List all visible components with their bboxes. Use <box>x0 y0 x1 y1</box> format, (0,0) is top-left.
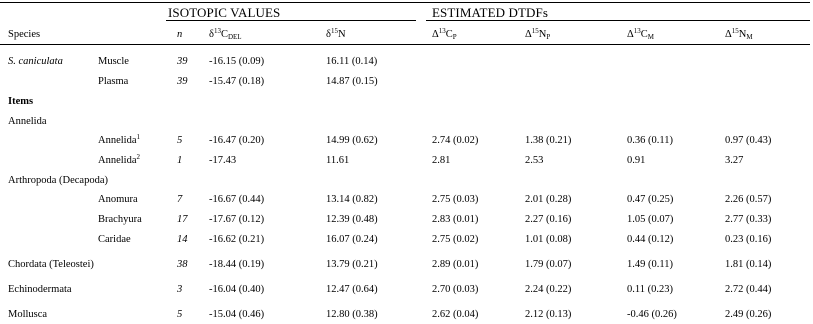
cell-d15n: 13.79 (0.21) <box>326 259 378 270</box>
col-header-D13CM: $\Delta^{13}C_M$ <box>627 27 655 41</box>
taxon-sub-label: Caridae <box>98 234 131 245</box>
cell-D15NM: 1.81 (0.14) <box>725 259 772 270</box>
cell-D15NM: 2.26 (0.57) <box>725 194 772 205</box>
cell-d13c: -16.04 (0.40) <box>209 284 265 295</box>
cell-d13c: -16.47 (0.20) <box>209 135 265 146</box>
cell-d13c: -18.44 (0.19) <box>209 259 265 270</box>
cell-D13CP: 2.83 (0.01) <box>432 214 479 225</box>
cell-D15NM: 2.77 (0.33) <box>725 214 772 225</box>
taxon-group-label: Chordata (Teleostei) <box>8 259 94 270</box>
cell-D13CM: 0.47 (0.25) <box>627 194 674 205</box>
col-header-n: n <box>177 29 183 40</box>
cell-d15n: 14.99 (0.62) <box>326 135 378 146</box>
col-header-d13c: $\delta^{13}C_{DEL}$ <box>209 27 242 41</box>
cell-n: 1 <box>177 155 183 166</box>
cell-d15n: 16.07 (0.24) <box>326 234 378 245</box>
cell-D15NP: 1.79 (0.07) <box>525 259 572 270</box>
cell-D13CM: 0.11 (0.23) <box>627 284 673 295</box>
dtdf-group-rule <box>426 20 810 21</box>
cell-D13CM: 1.05 (0.07) <box>627 214 674 225</box>
cell-n: 5 <box>177 309 183 320</box>
tissue-label: Plasma <box>98 76 129 87</box>
cell-d15n: 12.80 (0.38) <box>326 309 378 320</box>
cell-n: 39 <box>177 76 188 87</box>
cell-n: 38 <box>177 259 188 270</box>
cell-n: 5 <box>177 135 183 146</box>
cell-n: 14 <box>177 234 188 245</box>
col-header-species: Species <box>8 29 41 40</box>
cell-D15NP: 2.53 <box>525 155 544 166</box>
cell-d15n: 14.87 (0.15) <box>326 76 378 87</box>
header-rule <box>0 44 810 45</box>
cell-d13c: -17.43 <box>209 155 237 166</box>
cell-D13CM: 0.36 (0.11) <box>627 135 673 146</box>
cell-n: 7 <box>177 194 183 205</box>
taxon-group-label: Annelida <box>8 116 47 127</box>
isotopic-group-rule <box>166 20 416 21</box>
cell-d15n: 12.39 (0.48) <box>326 214 378 225</box>
cell-D13CP: 2.74 (0.02) <box>432 135 479 146</box>
cell-D13CM: -0.46 (0.26) <box>627 309 677 320</box>
cell-d13c: -15.47 (0.18) <box>209 76 265 87</box>
cell-D13CM: 0.44 (0.12) <box>627 234 674 245</box>
cell-D13CP: 2.75 (0.03) <box>432 194 479 205</box>
cell-d13c: -17.67 (0.12) <box>209 214 265 225</box>
cell-D15NM: 0.97 (0.43) <box>725 135 772 146</box>
top-rule <box>0 2 810 3</box>
col-header-D15NP: $\Delta^{15}N_P$ <box>525 27 551 41</box>
cell-d13c: -16.62 (0.21) <box>209 234 265 245</box>
col-header-D15NM: $\Delta^{15}N_M$ <box>725 27 753 41</box>
taxon-group-label: Echinodermata <box>8 284 72 295</box>
cell-n: 39 <box>177 56 188 67</box>
cell-D15NM: 2.49 (0.26) <box>725 309 772 320</box>
col-header-D13CP: $\Delta^{13}C_P$ <box>432 27 457 41</box>
cell-D13CP: 2.89 (0.01) <box>432 259 479 270</box>
taxon-sub-label: Anomura <box>98 194 138 205</box>
tissue-label: Muscle <box>98 56 129 67</box>
cell-D15NP: 2.12 (0.13) <box>525 309 572 320</box>
cell-D13CP: 2.70 (0.03) <box>432 284 479 295</box>
taxon-sub-label: Annelida$^1$ <box>98 133 140 146</box>
taxon-sub-label: Annelida$^2$ <box>98 153 140 166</box>
cell-d15n: 12.47 (0.64) <box>326 284 378 295</box>
cell-d13c: -16.15 (0.09) <box>209 56 265 67</box>
cell-D13CP: 2.75 (0.02) <box>432 234 479 245</box>
group-header-isotopic: ISOTOPIC VALUES <box>168 5 281 20</box>
cell-D15NM: 0.23 (0.16) <box>725 234 772 245</box>
cell-D13CM: 0.91 <box>627 155 646 166</box>
cell-D15NP: 2.27 (0.16) <box>525 214 572 225</box>
cell-d15n: 16.11 (0.14) <box>326 56 378 67</box>
cell-d13c: -16.67 (0.44) <box>209 194 265 205</box>
cell-D15NP: 1.38 (0.21) <box>525 135 572 146</box>
cell-d13c: -15.04 (0.46) <box>209 309 265 320</box>
cell-D13CP: 2.62 (0.04) <box>432 309 479 320</box>
taxon-group-label: Mollusca <box>8 309 48 320</box>
cell-d15n: 11.61 <box>326 155 350 166</box>
taxon-sub-label: Brachyura <box>98 214 142 225</box>
cell-D15NP: 1.01 (0.08) <box>525 234 572 245</box>
cell-D15NP: 2.24 (0.22) <box>525 284 572 295</box>
taxon-group-label: Arthropoda (Decapoda) <box>8 175 108 186</box>
cell-d15n: 13.14 (0.82) <box>326 194 378 205</box>
col-header-d15n: $\delta^{15}N$ <box>326 27 346 40</box>
cell-n: 3 <box>177 284 183 295</box>
species-name: S. caniculata <box>8 56 63 67</box>
group-header-dtdf: ESTIMATED DTDFs <box>432 5 548 20</box>
cell-D15NP: 2.01 (0.28) <box>525 194 572 205</box>
cell-D13CP: 2.81 <box>432 155 451 166</box>
cell-D15NM: 2.72 (0.44) <box>725 284 772 295</box>
section-label: Items <box>8 96 34 107</box>
cell-D13CM: 1.49 (0.11) <box>627 259 673 270</box>
cell-n: 17 <box>177 214 188 225</box>
cell-D15NM: 3.27 <box>725 155 744 166</box>
